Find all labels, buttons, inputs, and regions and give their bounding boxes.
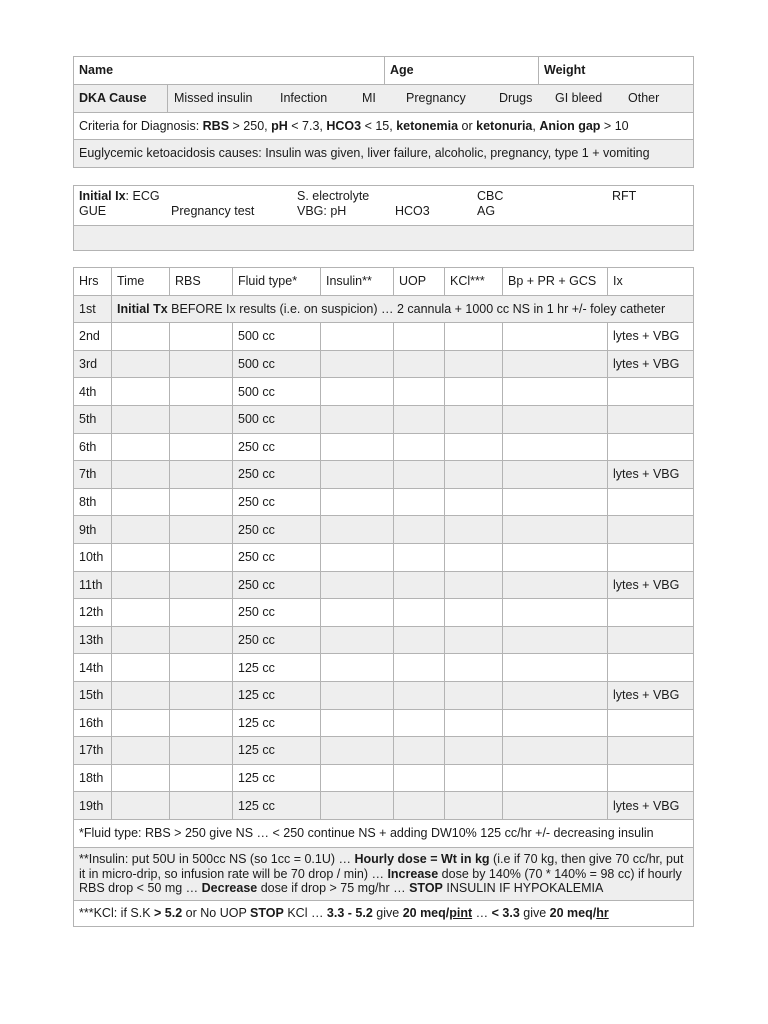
hour-cell: 2nd — [74, 323, 112, 351]
vitals-cell[interactable] — [503, 709, 608, 737]
vitals-cell[interactable] — [503, 626, 608, 654]
kcl-note-bold — [550, 906, 609, 920]
criteria-hco3-cond: < 15, — [361, 118, 397, 133]
time-cell[interactable] — [112, 764, 170, 792]
rbs-cell[interactable] — [170, 323, 233, 351]
ix-hco3[interactable]: HCO3 — [395, 204, 430, 218]
dka-cause-cell — [74, 85, 168, 112]
ix-cell[interactable]: lytes + VBG — [608, 461, 694, 489]
insulin-note-bold: Decrease — [201, 881, 258, 896]
insulin-cell[interactable] — [321, 433, 394, 461]
insulin-note-text: **Insulin: put 50U in 500cc NS (so 1cc = 0.1U) … — [79, 852, 355, 867]
ix-ecg[interactable]: : ECG — [125, 189, 160, 203]
uop-cell[interactable] — [394, 350, 445, 378]
kcl-cell[interactable] — [445, 709, 503, 737]
uop-cell[interactable] — [394, 543, 445, 571]
insulin-cell[interactable] — [321, 599, 394, 627]
table-row — [74, 571, 694, 599]
time-cell[interactable] — [112, 405, 170, 433]
hour-cell: 5th — [74, 405, 112, 433]
fluid-cell[interactable]: 500 cc — [233, 378, 321, 406]
kcl-note-underline: hr — [596, 906, 609, 921]
rbs-cell[interactable] — [170, 654, 233, 682]
col-header-time: Time — [112, 268, 170, 296]
kcl-cell[interactable] — [445, 323, 503, 351]
cause-option[interactable]: GI bleed — [555, 91, 603, 105]
time-cell[interactable] — [112, 709, 170, 737]
vitals-cell[interactable] — [503, 461, 608, 489]
vitals-cell[interactable] — [503, 405, 608, 433]
kcl-cell[interactable] — [445, 764, 503, 792]
fluid-cell[interactable]: 250 cc — [233, 543, 321, 571]
ix-cell[interactable]: lytes + VBG — [608, 350, 694, 378]
insulin-cell[interactable] — [321, 792, 394, 820]
rbs-cell[interactable] — [170, 709, 233, 737]
ix-cell[interactable]: lytes + VBG — [608, 323, 694, 351]
table-row — [74, 792, 694, 820]
table-row — [74, 681, 694, 709]
ix-cell[interactable] — [608, 543, 694, 571]
vitals-cell[interactable] — [503, 378, 608, 406]
cause-option[interactable]: Infection — [280, 91, 328, 105]
initial-ix-notes[interactable] — [74, 226, 694, 251]
criteria-ketonemia: ketonemia — [396, 118, 459, 133]
hour-cell: 3rd — [74, 350, 112, 378]
uop-cell[interactable] — [394, 323, 445, 351]
criteria-ag-cond: > 10 — [600, 118, 629, 133]
rbs-cell[interactable] — [170, 461, 233, 489]
fluid-cell[interactable]: 250 cc — [233, 599, 321, 627]
vitals-cell[interactable] — [503, 323, 608, 351]
criteria-ph: pH — [271, 118, 288, 133]
uop-cell[interactable] — [394, 516, 445, 544]
kcl-cell[interactable] — [445, 792, 503, 820]
time-cell[interactable] — [112, 681, 170, 709]
time-cell[interactable] — [112, 654, 170, 682]
ix-cbc[interactable]: CBC — [477, 189, 504, 203]
weight-label: Weight — [544, 63, 586, 78]
patient-info-table — [73, 56, 694, 168]
kcl-note-bold-text: 20 meq/ — [402, 906, 450, 921]
table-row — [74, 461, 694, 489]
dka-cause-label: DKA Cause — [79, 90, 147, 105]
hour-cell: 13th — [74, 626, 112, 654]
fluid-cell[interactable]: 125 cc — [233, 764, 321, 792]
kcl-cell[interactable] — [445, 378, 503, 406]
rbs-cell[interactable] — [170, 764, 233, 792]
kcl-cell[interactable] — [445, 488, 503, 516]
fluid-cell[interactable]: 250 cc — [233, 516, 321, 544]
uop-cell[interactable] — [394, 378, 445, 406]
kcl-cell[interactable] — [445, 737, 503, 765]
age-label: Age — [390, 63, 414, 78]
cause-option[interactable]: Drugs — [499, 91, 533, 105]
kcl-cell[interactable] — [445, 350, 503, 378]
rbs-cell[interactable] — [170, 571, 233, 599]
rbs-cell[interactable] — [170, 792, 233, 820]
kcl-note-text: KCl … — [283, 906, 327, 921]
col-header-bp-pr-gcs: Bp + PR + GCS — [503, 268, 608, 296]
ix-cell[interactable] — [608, 516, 694, 544]
hour-cell: 4th — [74, 378, 112, 406]
kcl-cell[interactable] — [445, 654, 503, 682]
rbs-cell[interactable] — [170, 543, 233, 571]
time-cell[interactable] — [112, 350, 170, 378]
uop-cell[interactable] — [394, 599, 445, 627]
kcl-note-bold: STOP — [250, 906, 284, 921]
insulin-cell[interactable] — [321, 654, 394, 682]
fluid-cell[interactable]: 125 cc — [233, 681, 321, 709]
cause-option[interactable]: Pregnancy — [406, 91, 466, 105]
table-row — [74, 405, 694, 433]
hour-cell: 16th — [74, 709, 112, 737]
insulin-note-bold: STOP — [409, 881, 443, 896]
euglycemic-causes: Euglycemic ketoacidosis causes: Insulin was given, liver failure, alcoholic, pregnancy, type 1 + vomiting — [74, 140, 694, 168]
col-header-fluid-type: Fluid type* — [233, 268, 321, 296]
hour-cell: 9th — [74, 516, 112, 544]
ix-cell[interactable]: lytes + VBG — [608, 792, 694, 820]
ix-cell[interactable] — [608, 433, 694, 461]
kcl-note-bold: < 3.3 — [491, 906, 520, 921]
hour-cell: 19th — [74, 792, 112, 820]
ix-cell[interactable]: lytes + VBG — [608, 571, 694, 599]
ix-pregnancy-test[interactable]: Pregnancy test — [171, 204, 255, 218]
col-header-kcl: KCl*** — [445, 268, 503, 296]
fluid-cell[interactable]: 500 cc — [233, 350, 321, 378]
hour-cell: 12th — [74, 599, 112, 627]
ix-cell[interactable] — [608, 405, 694, 433]
vitals-cell[interactable] — [503, 654, 608, 682]
fluid-cell[interactable]: 500 cc — [233, 323, 321, 351]
table-row — [74, 488, 694, 516]
ix-cell[interactable]: lytes + VBG — [608, 681, 694, 709]
kcl-note-text: give — [519, 906, 550, 921]
fluid-cell[interactable]: 250 cc — [233, 626, 321, 654]
uop-cell[interactable] — [394, 764, 445, 792]
insulin-note — [74, 847, 694, 900]
rbs-cell[interactable] — [170, 737, 233, 765]
vitals-cell[interactable] — [503, 350, 608, 378]
vitals-cell[interactable] — [503, 599, 608, 627]
rbs-cell[interactable] — [170, 405, 233, 433]
time-cell[interactable] — [112, 737, 170, 765]
uop-cell[interactable] — [394, 461, 445, 489]
hour-cell: 1st — [74, 295, 112, 323]
dka-cause-row — [74, 84, 694, 112]
kcl-cell[interactable] — [445, 543, 503, 571]
insulin-note-bold: Hourly dose = Wt in kg — [354, 852, 490, 867]
kcl-note-row — [74, 900, 694, 926]
insulin-note-bold: Increase — [387, 866, 439, 881]
uop-cell[interactable] — [394, 405, 445, 433]
name-field[interactable] — [74, 57, 385, 85]
first-hour-row — [74, 295, 694, 323]
hour-cell: 18th — [74, 764, 112, 792]
table-row — [74, 599, 694, 627]
fluid-cell[interactable]: 250 cc — [233, 571, 321, 599]
fluid-type-note: *Fluid type: RBS > 250 give NS … < 250 continue NS + adding DW10% 125 cc/hr +/- decreasing insulin — [74, 819, 694, 847]
kcl-note-bold — [403, 906, 472, 920]
time-cell[interactable] — [112, 323, 170, 351]
hour-cell: 10th — [74, 543, 112, 571]
time-cell[interactable] — [112, 626, 170, 654]
insulin-cell[interactable] — [321, 323, 394, 351]
ix-vbg-ph[interactable]: VBG: pH — [297, 204, 347, 218]
vitals-cell[interactable] — [503, 792, 608, 820]
kcl-cell[interactable] — [445, 433, 503, 461]
uop-cell[interactable] — [394, 792, 445, 820]
fluid-cell[interactable]: 125 cc — [233, 709, 321, 737]
kcl-note-text: or No UOP — [182, 906, 251, 921]
table-row — [74, 543, 694, 571]
uop-cell[interactable] — [394, 681, 445, 709]
time-cell[interactable] — [112, 433, 170, 461]
fluid-cell[interactable]: 250 cc — [233, 461, 321, 489]
ix-cell[interactable] — [608, 737, 694, 765]
time-cell[interactable] — [112, 461, 170, 489]
fluid-cell[interactable]: 125 cc — [233, 654, 321, 682]
kcl-cell[interactable] — [445, 599, 503, 627]
criteria-ph-cond: < 7.3, — [287, 118, 327, 133]
table-row — [74, 433, 694, 461]
uop-cell[interactable] — [394, 626, 445, 654]
table-row — [74, 378, 694, 406]
criteria-or: or — [458, 118, 477, 133]
fluid-cell[interactable]: 500 cc — [233, 405, 321, 433]
rbs-cell[interactable] — [170, 350, 233, 378]
fluid-note-row — [74, 819, 694, 847]
table-row — [74, 350, 694, 378]
col-header-uop: UOP — [394, 268, 445, 296]
time-cell[interactable] — [112, 599, 170, 627]
col-header-ix: Ix — [608, 268, 694, 296]
ix-cell[interactable] — [608, 709, 694, 737]
insulin-cell[interactable] — [321, 764, 394, 792]
insulin-note-text: dose by 140% (70 * 140% = 98 cc) if hourly RBS drop < 50 mg … — [79, 866, 682, 896]
insulin-cell[interactable] — [321, 461, 394, 489]
ix-gue[interactable]: GUE — [79, 204, 107, 218]
criteria-anion-gap: Anion gap — [539, 118, 601, 133]
initial-ix-table — [73, 185, 694, 251]
vitals-cell[interactable] — [503, 571, 608, 599]
rbs-cell[interactable] — [170, 599, 233, 627]
insulin-note-row — [74, 847, 694, 900]
table-row — [74, 654, 694, 682]
insulin-cell[interactable] — [321, 516, 394, 544]
kcl-note-text: ***KCl: if S.K — [79, 906, 155, 921]
ix-rft[interactable]: RFT — [612, 189, 637, 203]
initial-tx-instruction — [112, 295, 694, 323]
col-header-hrs: Hrs — [74, 268, 112, 296]
time-cell[interactable] — [112, 792, 170, 820]
hour-cell: 15th — [74, 681, 112, 709]
insulin-cell[interactable] — [321, 350, 394, 378]
kcl-note-text: give — [372, 906, 403, 921]
insulin-cell[interactable] — [321, 405, 394, 433]
table-row — [74, 626, 694, 654]
vitals-cell[interactable] — [503, 488, 608, 516]
table-row — [74, 709, 694, 737]
table-row — [74, 516, 694, 544]
age-field[interactable] — [385, 57, 539, 85]
criteria-rbs-cond: > 250, — [229, 118, 272, 133]
uop-cell[interactable] — [394, 488, 445, 516]
insulin-cell[interactable] — [321, 737, 394, 765]
hour-cell: 8th — [74, 488, 112, 516]
rbs-cell[interactable] — [170, 516, 233, 544]
vitals-cell[interactable] — [503, 543, 608, 571]
ix-cell[interactable] — [608, 488, 694, 516]
hourly-management-table — [73, 267, 694, 927]
ix-cell[interactable] — [608, 626, 694, 654]
uop-cell[interactable] — [394, 571, 445, 599]
insulin-cell[interactable] — [321, 571, 394, 599]
criteria-prefix: Criteria for Diagnosis: — [79, 118, 203, 133]
fluid-cell[interactable]: 125 cc — [233, 737, 321, 765]
ix-cell[interactable] — [608, 764, 694, 792]
cause-option[interactable]: Other — [628, 91, 660, 105]
insulin-cell[interactable] — [321, 626, 394, 654]
name-label: Name — [79, 63, 114, 78]
uop-cell[interactable] — [394, 654, 445, 682]
kcl-note — [74, 900, 694, 926]
kcl-cell[interactable] — [445, 405, 503, 433]
kcl-cell[interactable] — [445, 681, 503, 709]
criteria-sep: , — [532, 118, 540, 133]
insulin-cell[interactable] — [321, 709, 394, 737]
time-cell[interactable] — [112, 516, 170, 544]
hour-cell: 6th — [74, 433, 112, 461]
insulin-cell[interactable] — [321, 681, 394, 709]
kcl-cell[interactable] — [445, 626, 503, 654]
kcl-cell[interactable] — [445, 516, 503, 544]
initial-tx-text: BEFORE Ix results (i.e. on suspicion) … 2 cannula + 1000 cc NS in 1 hr +/- foley catheter — [167, 301, 666, 316]
criteria-rbs: RBS — [202, 118, 230, 133]
fluid-cell[interactable]: 125 cc — [233, 792, 321, 820]
rbs-cell[interactable] — [170, 488, 233, 516]
time-cell[interactable] — [112, 543, 170, 571]
uop-cell[interactable] — [394, 709, 445, 737]
uop-cell[interactable] — [394, 737, 445, 765]
insulin-cell[interactable] — [321, 488, 394, 516]
rbs-cell[interactable] — [170, 681, 233, 709]
criteria-hco3: HCO3 — [326, 118, 362, 133]
ix-cell[interactable] — [608, 654, 694, 682]
fluid-cell[interactable]: 250 cc — [233, 433, 321, 461]
criteria-ketonuria: ketonuria — [476, 118, 533, 133]
vitals-cell[interactable] — [503, 737, 608, 765]
col-header-insulin: Insulin** — [321, 268, 394, 296]
insulin-note-text: INSULIN IF HYPOKALEMIA — [442, 881, 604, 896]
insulin-cell[interactable] — [321, 378, 394, 406]
ix-ag[interactable]: AG — [477, 204, 496, 218]
insulin-cell[interactable] — [321, 543, 394, 571]
weight-field[interactable] — [539, 57, 694, 85]
kcl-cell[interactable] — [445, 461, 503, 489]
vitals-cell[interactable] — [503, 764, 608, 792]
kcl-note-bold: > 5.2 — [154, 906, 183, 921]
insulin-note-text: dose if drop > 75 mg/hr … — [257, 881, 410, 896]
hour-cell: 11th — [74, 571, 112, 599]
hour-cell: 7th — [74, 461, 112, 489]
uop-cell[interactable] — [394, 433, 445, 461]
time-cell[interactable] — [112, 378, 170, 406]
initial-ix-label: Initial Ix — [79, 189, 126, 203]
kcl-note-text: … — [472, 906, 492, 921]
vitals-cell[interactable] — [503, 433, 608, 461]
time-cell[interactable] — [112, 488, 170, 516]
cause-option[interactable]: MI — [362, 91, 376, 105]
rbs-cell[interactable] — [170, 626, 233, 654]
diagnosis-criteria — [74, 112, 694, 140]
kcl-cell[interactable] — [445, 571, 503, 599]
initial-ix-cell — [74, 186, 694, 226]
rbs-cell[interactable] — [170, 378, 233, 406]
ix-s-electrolyte[interactable]: S. electrolyte — [297, 189, 370, 203]
vitals-cell[interactable] — [503, 516, 608, 544]
hour-cell: 17th — [74, 737, 112, 765]
initial-tx-label: Initial Tx — [117, 301, 168, 316]
fluid-cell[interactable]: 250 cc — [233, 488, 321, 516]
kcl-note-bold: 3.3 - 5.2 — [326, 906, 373, 921]
ix-cell[interactable] — [608, 599, 694, 627]
col-header-rbs: RBS — [170, 268, 233, 296]
table-row — [74, 737, 694, 765]
table-row — [74, 764, 694, 792]
header-row — [74, 268, 694, 296]
table-row — [74, 323, 694, 351]
vitals-cell[interactable] — [503, 681, 608, 709]
kcl-note-underline: pint — [449, 906, 473, 921]
time-cell[interactable] — [112, 571, 170, 599]
insulin-note-text: (i.e if 70 kg, then give 70 cc/hr, put it in micro-drip, so infusion rate will be 70 drop / min) … — [79, 852, 684, 881]
kcl-note-bold-text: 20 meq/ — [549, 906, 597, 921]
rbs-cell[interactable] — [170, 433, 233, 461]
ix-cell[interactable] — [608, 378, 694, 406]
cause-option[interactable]: Missed insulin — [174, 91, 253, 105]
hour-cell: 14th — [74, 654, 112, 682]
